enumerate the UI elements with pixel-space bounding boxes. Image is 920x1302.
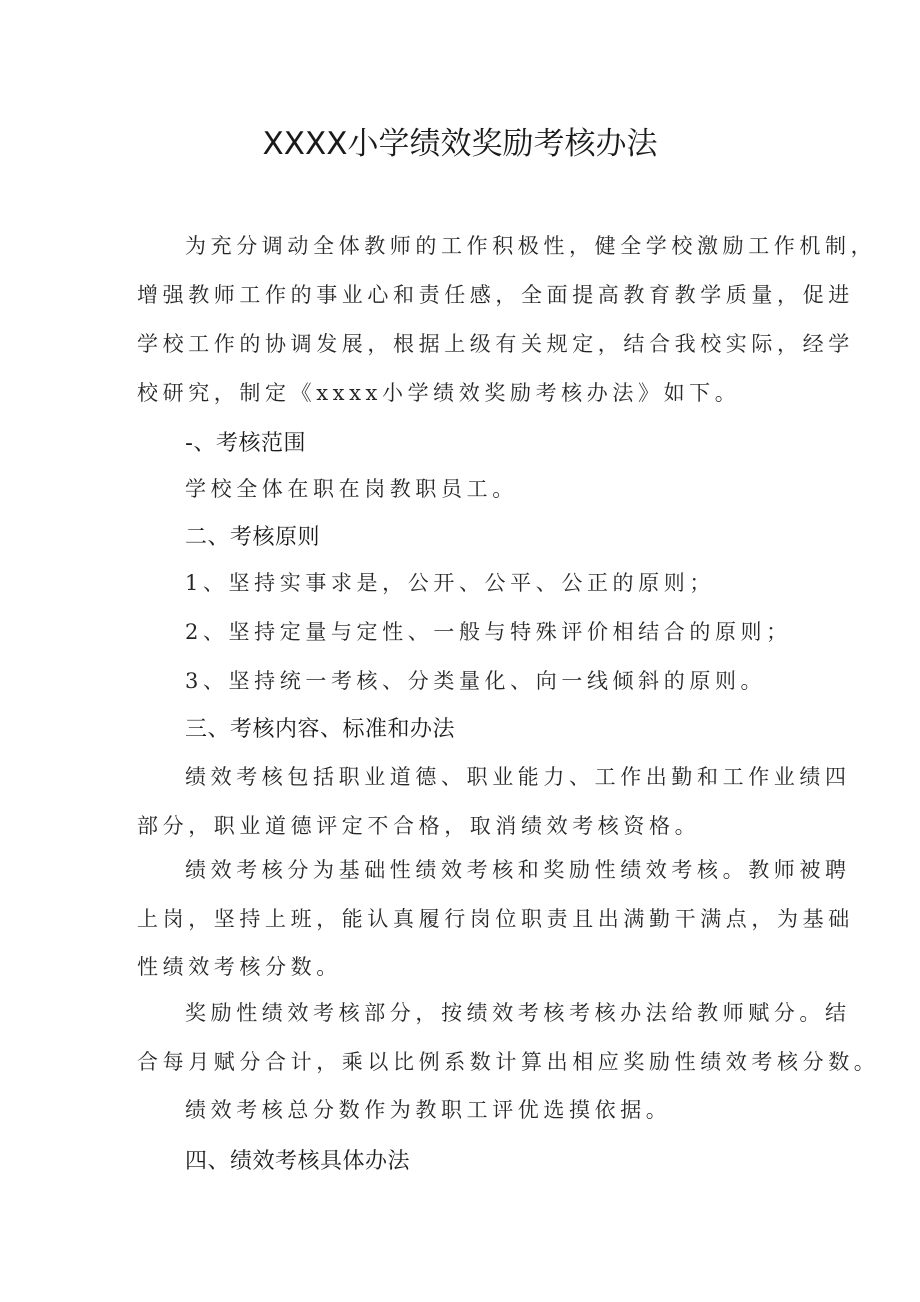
section-heading-content: 三、考核内容、标准和办法: [185, 717, 456, 742]
principle-item: 3、坚持统一考核、分类量化、向一线倾斜的原则。: [185, 669, 767, 693]
document-title: XXXX小学绩效奖励考核办法: [262, 126, 658, 162]
intro-line-3: 学校工作的协调发展，根据上级有关规定，结合我校实际，经学: [137, 332, 854, 356]
intro-line-4: 校研究，制定《xxxx小学绩效奖励考核办法》如下。: [137, 381, 741, 405]
principle-item: 2、坚持定量与定性、一般与特殊评价相结合的原则；: [185, 620, 792, 644]
section-heading-scope: -、考核范围: [185, 431, 306, 456]
section-heading-methods: 四、绩效考核具体办法: [185, 1149, 411, 1174]
section-heading-principles: 二、考核原则: [185, 525, 321, 550]
section-scope-text: 学校全体在职在岗教职员工。: [185, 477, 518, 501]
content-p2-line-3: 性绩效考核分数。: [137, 955, 342, 979]
content-p1-line-2: 部分，职业道德评定不合格，取消绩效考核资格。: [137, 814, 701, 838]
principle-item: 1、坚持实事求是，公开、公平、公正的原则；: [185, 571, 715, 595]
intro-line-1: 为充分调动全体教师的工作积极性，健全学校激励工作机制，: [185, 234, 877, 258]
intro-line-2: 增强教师工作的事业心和责任感，全面提高教育教学质量，促进: [137, 283, 854, 307]
content-p2-line-2: 上岗，坚持上班，能认真履行岗位职责且出满勤干满点，为基础: [137, 907, 854, 931]
content-p4: 绩效考核总分数作为教职工评优选摸依据。: [185, 1098, 672, 1122]
content-p3-line-2: 合每月赋分合计，乘以比例系数计算出相应奖励性绩效考核分数。: [137, 1050, 880, 1074]
content-p1-line-1: 绩效考核包括职业道德、职业能力、工作出勤和工作业绩四: [185, 765, 851, 789]
content-p2-line-1: 绩效考核分为基础性绩效考核和奖励性绩效考核。教师被聘: [185, 858, 851, 882]
content-p3-line-1: 奖励性绩效考核部分，按绩效考核考核办法给教师赋分。结: [185, 1001, 851, 1025]
